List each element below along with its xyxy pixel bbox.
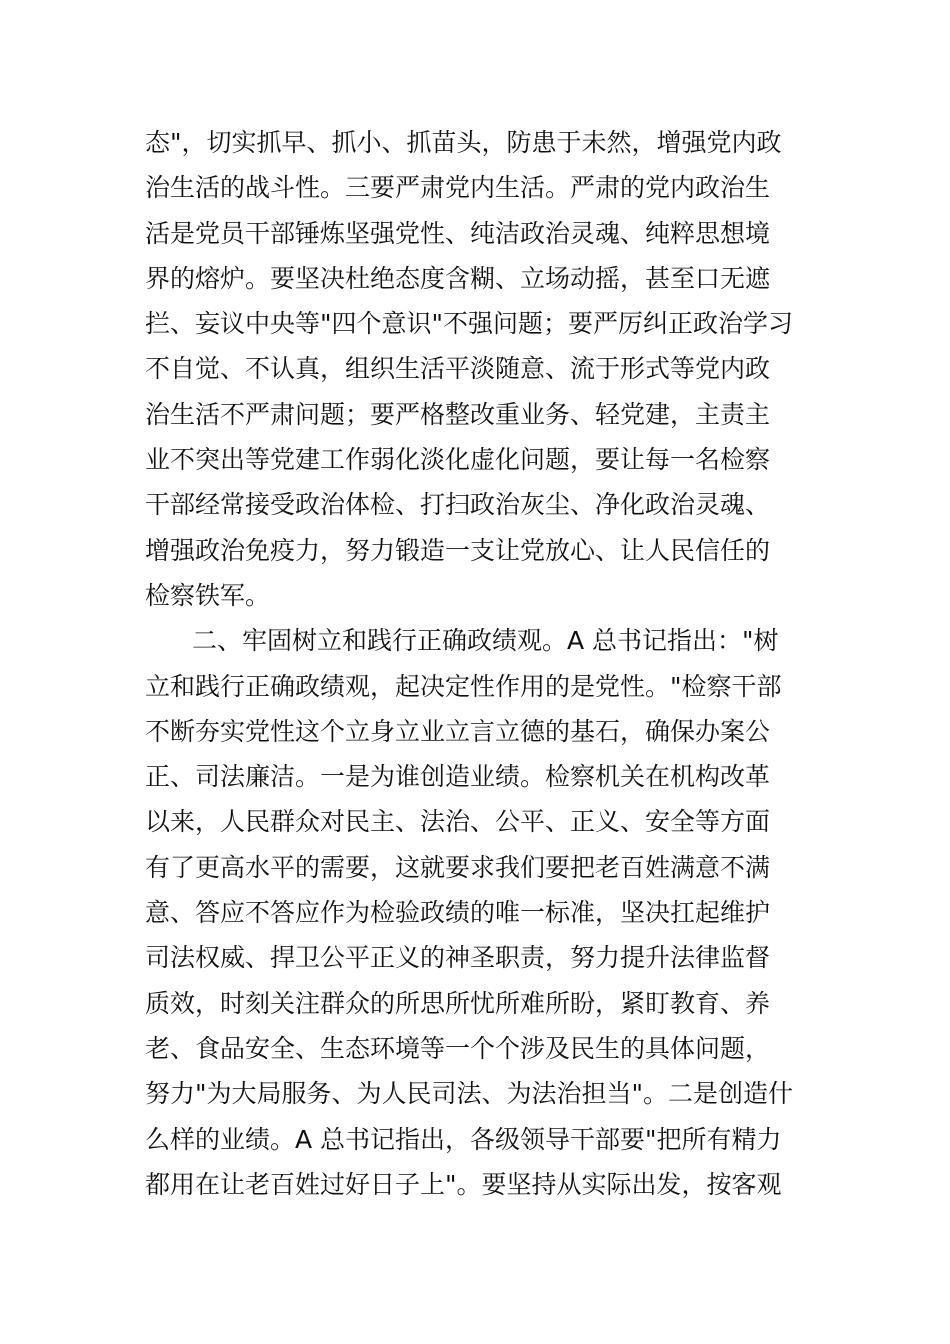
text-line: 都用在让老百姓过好日子上"。要坚持从实际出发，按客观 [145, 1169, 782, 1199]
text-line: 检察铁军。 [145, 580, 271, 610]
text-line: 正、司法廉洁。一是为谁创造业绩。检察机关在机构改革 [145, 762, 771, 792]
text-line: 不自觉、不认真，组织生活平淡随意、流于形式等党内政 [145, 354, 771, 384]
body-text [145, 120, 825, 1207]
text-line: 治生活的战斗性。三要严肃党内生活。严肃的党内政治生 [145, 173, 771, 203]
text-line: 以来，人民群众对民主、法治、公平、正义、安全等方面 [145, 807, 771, 837]
text-line: 治生活不严肃问题；要严格整改重业务、轻党建，主责主 [145, 399, 771, 429]
text-line: 不断夯实党性这个立身立业立言立德的基石，确保办案公 [145, 716, 771, 746]
text-line: 老、食品安全、生态环境等一个个涉及民生的具体问题， [145, 1033, 771, 1063]
text-line: 司法权威、捍卫公平正义的神圣职责，努力提升法律监督 [145, 943, 771, 973]
text-line: 增强政治免疫力，努力锻造一支让党放心、让人民信任的 [145, 535, 771, 565]
text-line: 么样的业绩。A 总书记指出，各级领导干部要"把所有精力 [145, 1124, 782, 1154]
text-line: 态"，切实抓早、抓小、抓苗头，防患于未然，增强党内政 [145, 128, 782, 157]
text-line: 活是党员干部锤炼坚强党性、纯洁政治灵魂、纯粹思想境 [145, 218, 771, 248]
text-line: 干部经常接受政治体检、打扫政治灰尘、净化政治灵魂、 [145, 490, 771, 520]
text-line: 立和践行正确政绩观，起决定性作用的是党性。"检察干部 [145, 671, 782, 701]
text-line: 界的熔炉。要坚决杜绝态度含糊、立场动摇，甚至口无遮 [145, 263, 771, 293]
text-line: 有了更高水平的需要，这就要求我们要把老百姓满意不满 [145, 852, 771, 882]
text-line: 业不突出等党建工作弱化淡化虚化问题，要让每一名检察 [145, 445, 771, 475]
text-line: 努力"为大局服务、为人民司法、为法治担当"。二是创造什 [145, 1079, 794, 1109]
text-line: 拦、妄议中央等"四个意识"不强问题；要严厉纠正政治学习 [145, 309, 794, 339]
paragraph-heading-line: 二、牢固树立和践行正确政绩观。A 总书记指出："树 [192, 626, 779, 656]
text-line: 质效，时刻关注群众的所思所忧所难所盼，紧盯教育、养 [145, 988, 771, 1018]
text-line: 意、答应不答应作为检验政绩的唯一标准，坚决扛起维护 [145, 898, 771, 928]
